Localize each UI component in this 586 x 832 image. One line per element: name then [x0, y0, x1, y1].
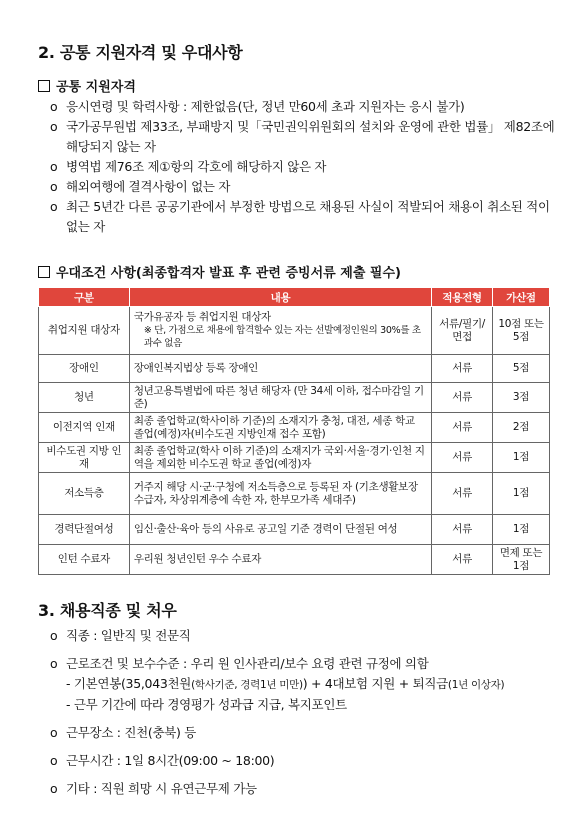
- list-item: o 해외여행에 결격사항이 없는 자: [50, 179, 231, 194]
- preference-table: [38, 287, 550, 575]
- section-3-title: 3. 채용직종 및 처우: [38, 601, 177, 620]
- list-item: o 병역법 제76조 제①항의 각호에 해당하지 않은 자: [50, 159, 327, 174]
- salary-line: - 기본연봉(35,043천원(학사기준, 경력1년 미만)) + 4대보험 지원 + 퇴직금(1년 이상자): [66, 676, 505, 691]
- table-row: 경력단절여성 임신·출산·육아 등의 사유로 공고일 기준 경력이 단절된 여성 서류 1점: [39, 515, 550, 545]
- checkbox-square-icon: [38, 80, 50, 92]
- table-header-row: [39, 288, 550, 307]
- table-row: 비수도권 지방 인재 최종 졸업학교(학사 이하 기준)의 소재지가 국외·서울·경기·인천 지역을 제외한 비수도권 학교 졸업(예정)자 서류 1점: [39, 443, 550, 473]
- table-row: 저소득층 거주지 해당 시·군·구청에 저소득층으로 등록된 자 (기초생활보장 수급자, 차상위계층에 속한 자, 한부모가족 세대주) 서류 1점: [39, 473, 550, 515]
- column-header: 가산점: [493, 288, 550, 307]
- preference-heading-text: 우대조건 사항(최종합격자 발표 후 관련 증빙서류 제출 필수): [56, 266, 401, 281]
- list-item: o 응시연령 및 학력사항 : 제한없음(단, 정년 만60세 초과 지원자는 응시 불가): [50, 99, 465, 114]
- list-item: o 직종 : 일반직 및 전문직: [50, 628, 191, 643]
- list-item: o 근무시간 : 1일 8시간(09:00 ~ 18:00): [50, 753, 275, 768]
- employment-terms-list: [38, 626, 558, 799]
- table-row: 이전지역 인재 최종 졸업학교(학사이하 기준)의 소재지가 충청, 대전, 세종 학교 졸업(예정)자(비수도권 지방인재 접수 포함) 서류 2점: [39, 413, 550, 443]
- bonus-line: - 근무 기간에 따라 경영평가 성과급 지급, 복지포인트: [66, 697, 347, 712]
- preference-heading: [38, 262, 401, 281]
- common-qualifications-heading: [38, 76, 136, 95]
- column-header: 적용전형: [432, 288, 493, 307]
- common-qualifications-list: [38, 97, 558, 237]
- table-row: 장애인 장애인복지법상 등록 장애인 서류 5점: [39, 355, 550, 383]
- checkbox-square-icon: [38, 266, 50, 278]
- list-item: o 최근 5년간 다른 공공기관에서 부정한 방법으로 채용된 사실이 적발되어 채용이 취소된 적이 없는 자: [50, 199, 550, 234]
- common-heading-text: 공통 지원자격: [56, 80, 136, 95]
- list-item: o 근무장소 : 진천(충북) 등: [50, 725, 197, 740]
- list-item: o 국가공무원법 제33조, 부패방지 및「국민권익위원회의 설치와 운영에 관한 법률」 제82조에 해당되지 않는 자: [50, 119, 555, 154]
- list-item: o 근로조건 및 보수수준 : 우리 원 인사관리/보수 요령 관련 규정에 의함: [50, 656, 429, 671]
- column-header: 구분: [39, 288, 130, 307]
- list-item: o 기타 : 직원 희망 시 유연근무제 가능: [50, 781, 257, 796]
- column-header: 내용: [129, 288, 431, 307]
- section-2-title: 2. 공통 지원자격 및 우대사항: [38, 43, 243, 62]
- table-row: 청년 청년고용특별법에 따른 청년 해당자 (만 34세 이하, 접수마감일 기준) 서류 3점: [39, 383, 550, 413]
- table-row: 취업지원 대상자 국가유공자 등 취업지원 대상자 ※ 단, 가점으로 채용에 합격할수 있는 자는 선발예정인원의 30%를 초과수 없음 서류/필기/면접 10점 또는 5점: [39, 307, 550, 355]
- table-row: 인턴 수료자 우리원 청년인턴 우수 수료자 서류 면제 또는 1점: [39, 545, 550, 575]
